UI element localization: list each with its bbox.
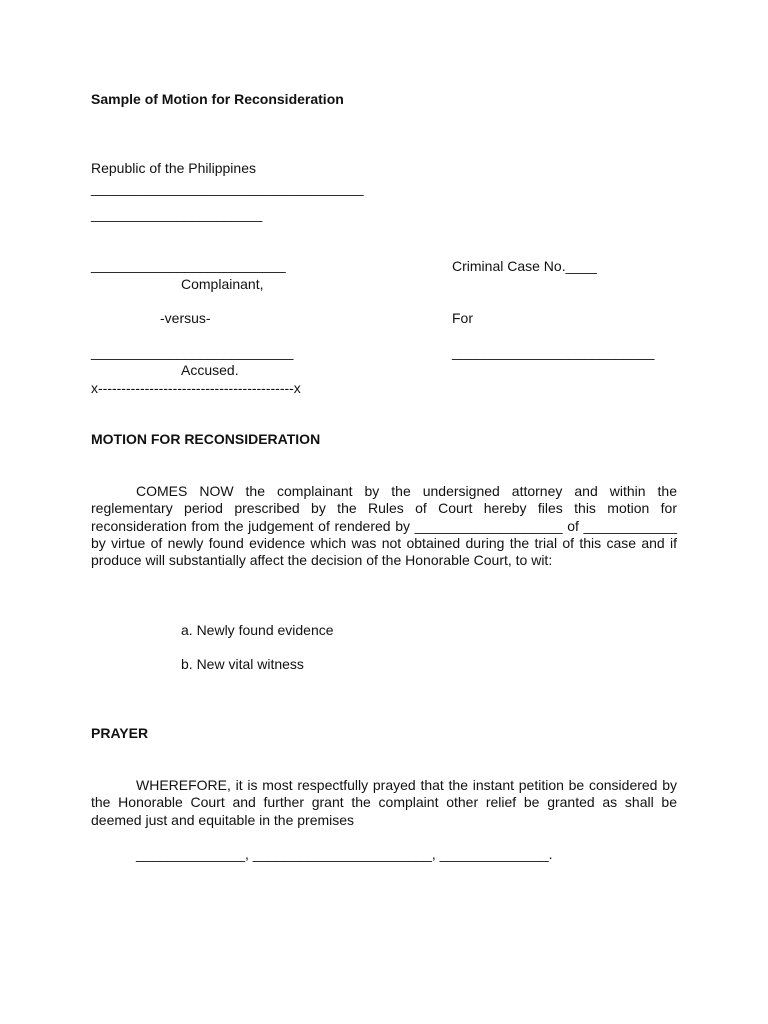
accused-label: Accused. (181, 362, 239, 378)
caption-separator: x------------------------------------------x (91, 380, 301, 396)
motion-body-paragraph: COMES NOW the complainant by the undersigned attorney and within the reglementary period prescribed by the Rules of Court hereby files this motion for reconsideration from the judgement of rendered by ___________________ of ____________ by virtue of newly found evidence which was not obtained during the trial of this case and if produce will substantially affect the decision of the Honorable Court, to wit: (91, 483, 677, 569)
signature-place-date-line: ______________, _______________________, ______________. (136, 846, 553, 862)
republic-label: Republic of the Philippines (91, 160, 256, 176)
ground-item: b. New vital witness (181, 656, 304, 672)
for-blank-line: __________________________ (452, 344, 655, 360)
document-title: Sample of Motion for Reconsideration (91, 91, 344, 107)
versus-label: -versus- (160, 310, 211, 326)
motion-heading: MOTION FOR RECONSIDERATION (91, 431, 321, 447)
court-branch-blank-line: ______________________ (91, 206, 263, 222)
accused-blank-line: __________________________ (91, 344, 294, 360)
criminal-case-number: Criminal Case No.____ (452, 258, 597, 274)
complainant-label: Complainant, (181, 276, 264, 292)
court-blank-line: ___________________________________ (91, 180, 364, 196)
for-label: For (452, 310, 473, 326)
ground-item: a. Newly found evidence (181, 622, 334, 638)
prayer-heading: PRAYER (91, 725, 149, 741)
complainant-blank-line: _________________________ (91, 257, 286, 273)
prayer-body-paragraph: WHEREFORE, it is most respectfully prayed that the instant petition be considered by the Honorable Court and further grant the complaint other relief be granted as shall be deemed just and equitable in the premises (91, 777, 677, 828)
